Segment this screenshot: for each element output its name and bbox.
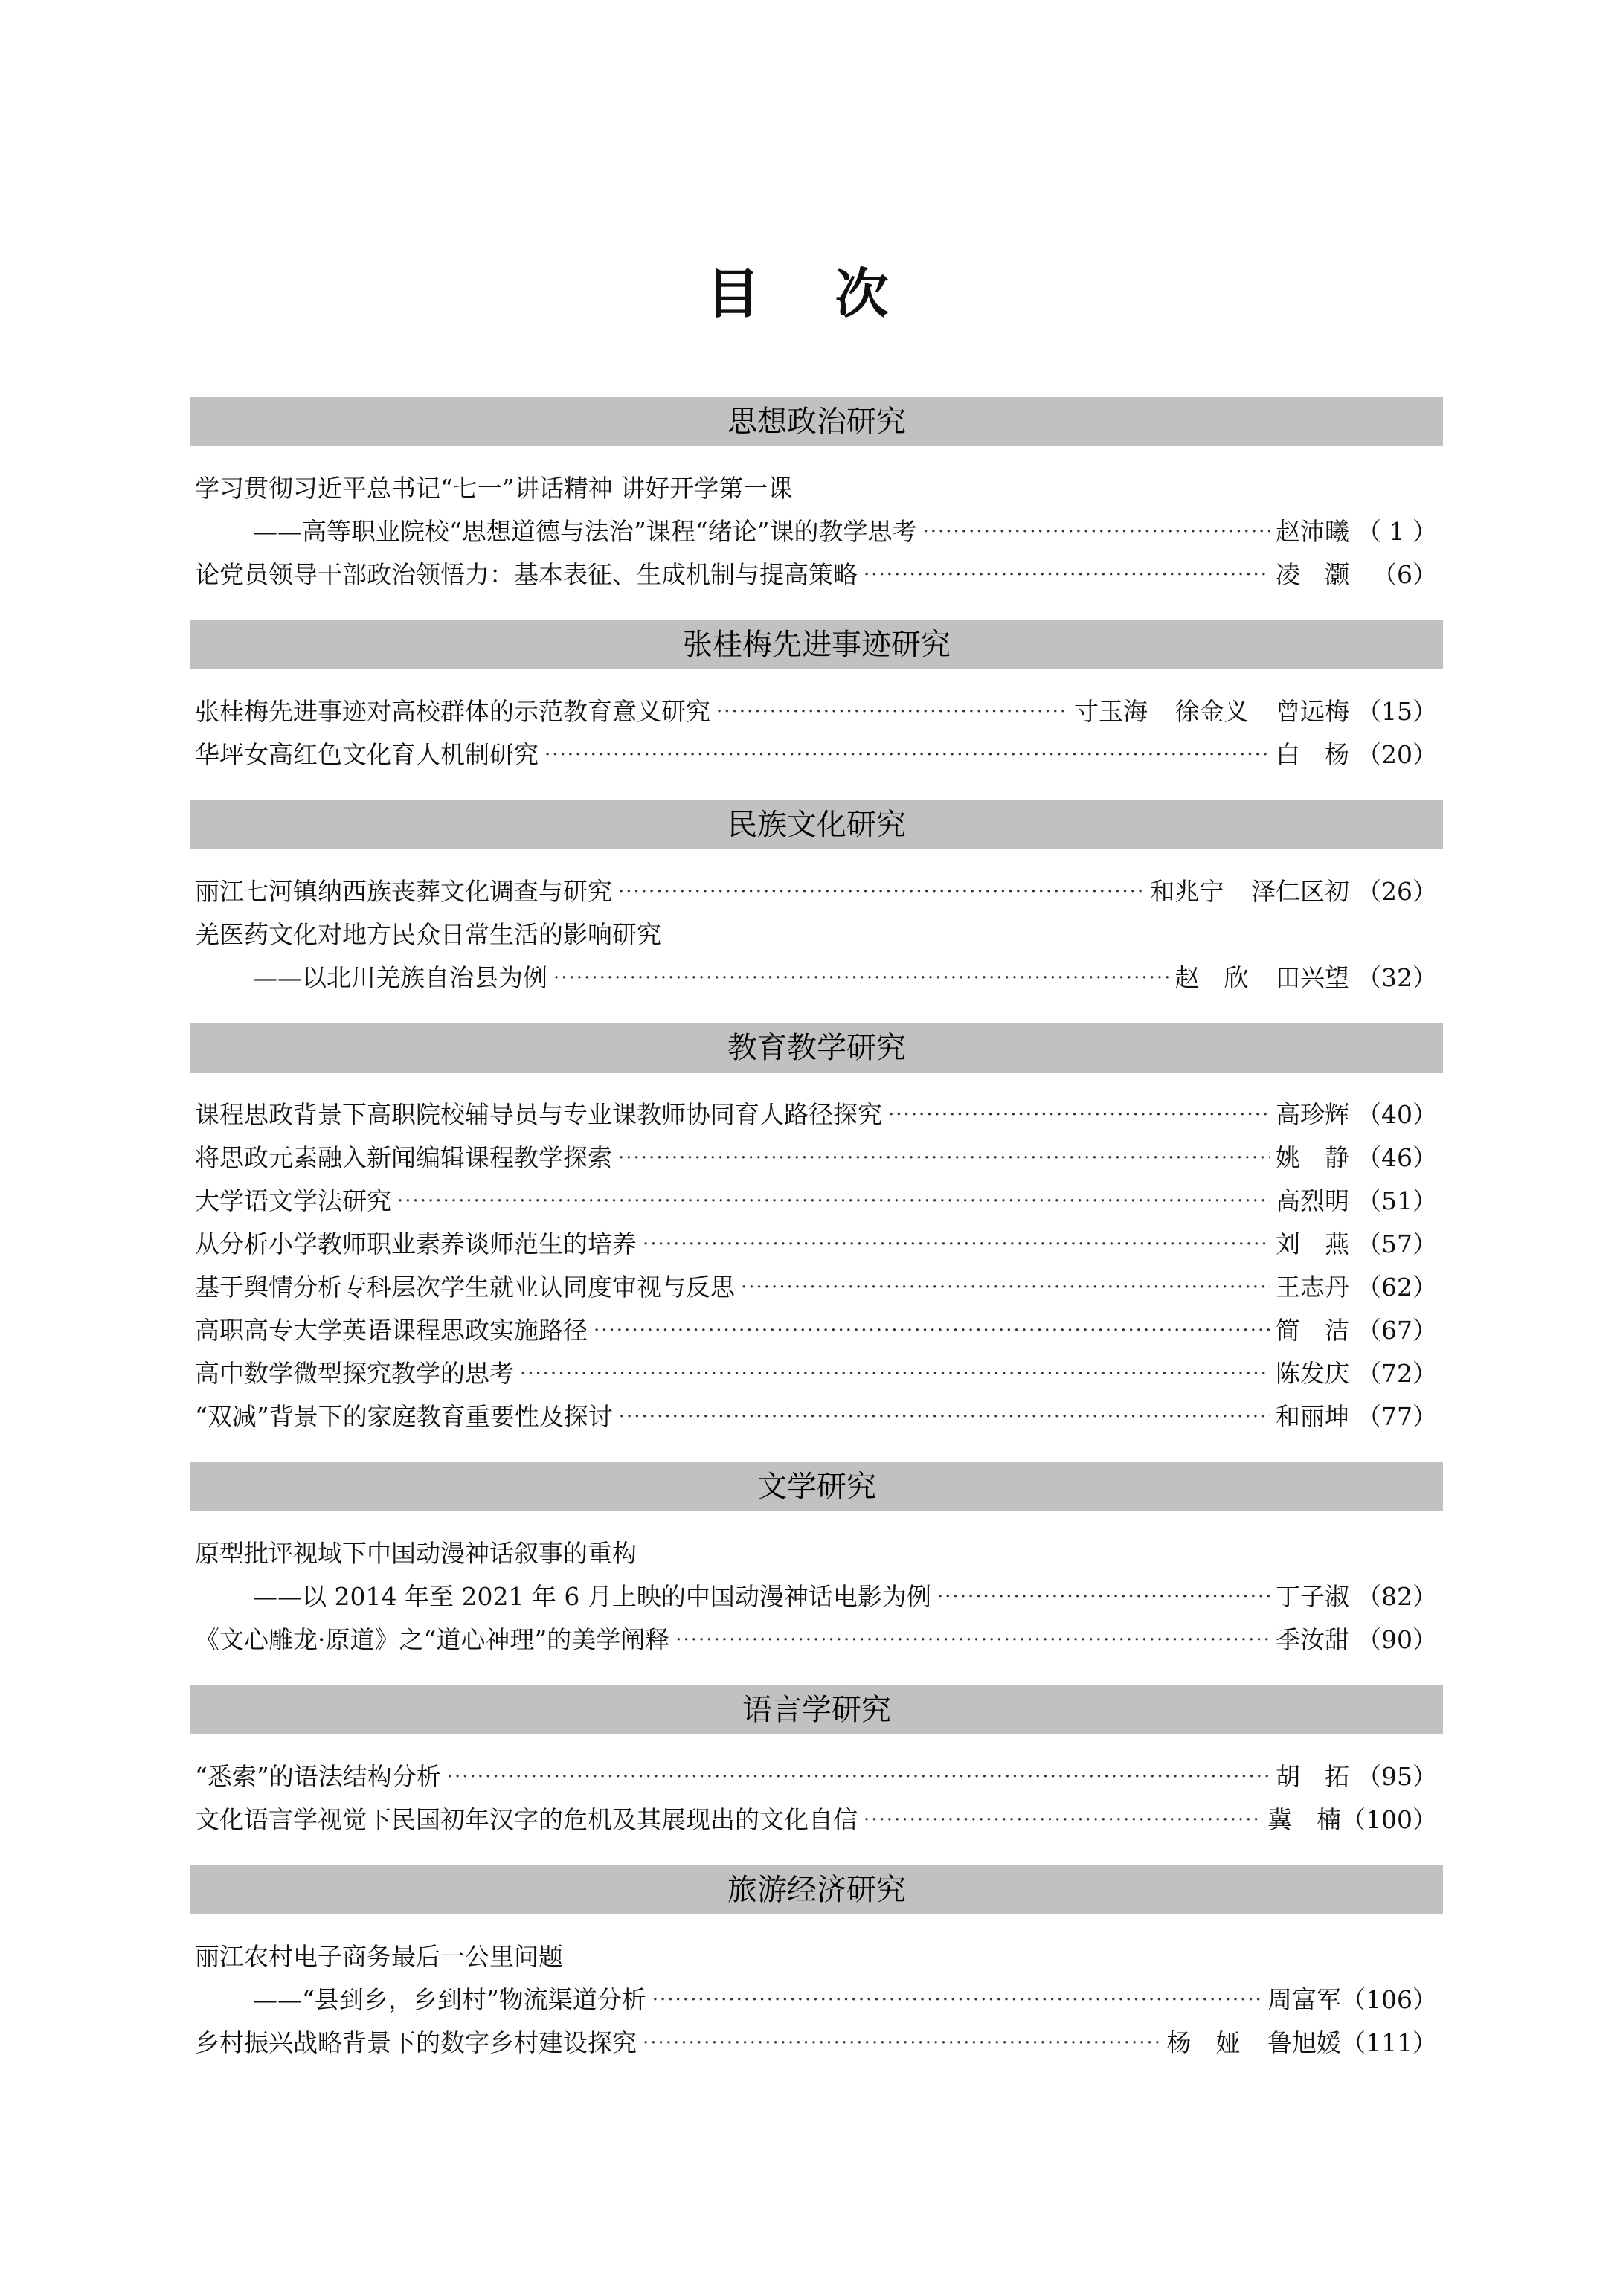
entry-title: 原型批评视域下中国动漫神话叙事的重构 xyxy=(195,1539,637,1568)
entry-authors: 杨 娅 鲁旭媛 xyxy=(1166,2028,1341,2057)
entry-page: （90） xyxy=(1357,1625,1437,1654)
entry-page: （ 1 ） xyxy=(1357,517,1437,546)
toc-entry[interactable] xyxy=(195,2022,1437,2064)
entry-page: （46） xyxy=(1357,1143,1437,1172)
toc-entry[interactable] xyxy=(195,1619,1437,1661)
entry-title: 羌医药文化对地方民众日常生活的影响研究 xyxy=(195,920,661,949)
leader-dots xyxy=(652,1979,1262,2021)
section-header: 民族文化研究 xyxy=(190,800,1443,849)
toc-entry[interactable] xyxy=(195,691,1437,733)
entry-title: 从分析小学教师职业素养谈师范生的培养 xyxy=(195,1229,637,1258)
entry-title: 华坪女高红色文化育人机制研究 xyxy=(195,740,539,769)
toc-entry[interactable] xyxy=(195,1396,1437,1438)
leader-dots xyxy=(594,1310,1270,1351)
toc-entry[interactable] xyxy=(195,734,1437,776)
leader-dots xyxy=(922,511,1270,553)
toc-entry[interactable] xyxy=(253,1576,1437,1618)
entry-authors: 凌 灏 xyxy=(1276,560,1349,589)
entry-authors: 季汝甜 xyxy=(1276,1625,1349,1654)
entry-authors: 陈发庆 xyxy=(1276,1359,1349,1388)
entry-authors: 赵 欣 田兴望 xyxy=(1174,963,1349,992)
entry-authors: 和丽坤 xyxy=(1276,1402,1349,1431)
leader-dots xyxy=(618,871,1145,913)
entry-authors: 周富军 xyxy=(1267,1985,1341,2014)
section-header: 张桂梅先进事迹研究 xyxy=(190,620,1443,669)
page-title: 目 次 xyxy=(706,263,917,325)
entry-title: 将思政元素融入新闻编辑课程教学探索 xyxy=(195,1143,612,1172)
entry-title: 乡村振兴战略背景下的数字乡村建设探究 xyxy=(195,2028,637,2057)
toc-entry[interactable] xyxy=(195,871,1437,913)
entry-authors: 寸玉海 徐金义 曾远梅 xyxy=(1074,697,1349,726)
section-header: 思想政治研究 xyxy=(190,397,1443,446)
toc-entry[interactable] xyxy=(195,554,1437,596)
entry-title: 文化语言学视觉下民国初年汉字的危机及其展现出的文化自信 xyxy=(195,1805,858,1834)
toc-entry[interactable] xyxy=(195,1180,1437,1222)
entry-page: （15） xyxy=(1357,697,1437,726)
entry-authors: 冀 楠 xyxy=(1267,1805,1341,1834)
toc-entry[interactable] xyxy=(253,511,1437,553)
leader-dots xyxy=(864,554,1270,596)
entry-authors: 高珍辉 xyxy=(1276,1100,1349,1129)
entry-page: （40） xyxy=(1357,1100,1437,1129)
entry-title: “双减”背景下的家庭教育重要性及探讨 xyxy=(195,1402,613,1431)
leader-dots xyxy=(643,2022,1161,2064)
entry-title: “悉索”的语法结构分析 xyxy=(195,1762,441,1791)
entry-page: （77） xyxy=(1357,1402,1437,1431)
toc-entry[interactable] xyxy=(195,1223,1437,1265)
entry-title: 大学语文学法研究 xyxy=(195,1186,391,1215)
toc-entry[interactable] xyxy=(195,1094,1437,1136)
section-header: 教育教学研究 xyxy=(190,1023,1443,1073)
entry-title: 课程思政背景下高职院校辅导员与专业课教师协同育人路径探究 xyxy=(195,1100,882,1129)
toc-entry[interactable] xyxy=(195,1533,1437,1575)
entry-page: （67） xyxy=(1357,1316,1437,1345)
entry-title: ——高等职业院校“思想道德与法治”课程“绪论”课的教学思考 xyxy=(253,517,917,546)
entry-page: （72） xyxy=(1357,1359,1437,1388)
entry-title: 高中数学微型探究教学的思考 xyxy=(195,1359,514,1388)
entry-authors: 王志丹 xyxy=(1276,1273,1349,1302)
entry-title: 丽江七河镇纳西族丧葬文化调查与研究 xyxy=(195,877,612,906)
leader-dots xyxy=(864,1799,1262,1841)
section-header: 旅游经济研究 xyxy=(190,1865,1443,1914)
entry-title: 高职高专大学英语课程思政实施路径 xyxy=(195,1316,588,1345)
entry-authors: 白 杨 xyxy=(1276,740,1349,769)
entry-page: （106） xyxy=(1341,1985,1437,2014)
section-header: 语言学研究 xyxy=(190,1685,1443,1734)
toc-entry[interactable] xyxy=(253,1979,1437,2021)
toc-entry[interactable] xyxy=(195,914,1437,956)
toc-entry[interactable] xyxy=(195,1936,1437,1978)
leader-dots xyxy=(618,1137,1270,1179)
toc-entry[interactable] xyxy=(195,1310,1437,1351)
leader-dots xyxy=(716,691,1068,733)
entry-authors: 姚 静 xyxy=(1276,1143,1349,1172)
entry-authors: 丁子淑 xyxy=(1276,1582,1349,1611)
entry-page: （100） xyxy=(1341,1805,1437,1834)
entry-authors: 和兆宁 泽仁区初 xyxy=(1150,877,1349,906)
toc-entry[interactable] xyxy=(195,1353,1437,1395)
entry-title: 张桂梅先进事迹对高校群体的示范教育意义研究 xyxy=(195,697,710,726)
entry-authors: 胡 拓 xyxy=(1276,1762,1349,1791)
toc-entry[interactable] xyxy=(195,468,1437,509)
toc-entry[interactable] xyxy=(195,1267,1437,1308)
entry-page: （95） xyxy=(1357,1762,1437,1791)
entry-title: ——“县到乡，乡到村”物流渠道分析 xyxy=(253,1985,646,2014)
leader-dots xyxy=(619,1396,1270,1438)
entry-page: （111） xyxy=(1341,2028,1437,2057)
entry-title: 《文心雕龙·原道》之“道心神理”的美学阐释 xyxy=(195,1625,670,1654)
section-header: 文学研究 xyxy=(190,1462,1443,1511)
entry-authors: 简 洁 xyxy=(1276,1316,1349,1345)
entry-authors: 刘 燕 xyxy=(1276,1229,1349,1258)
leader-dots xyxy=(937,1576,1270,1618)
leader-dots xyxy=(447,1756,1270,1798)
leader-dots xyxy=(741,1267,1270,1308)
entry-page: （6） xyxy=(1372,560,1437,589)
entry-page: （51） xyxy=(1357,1186,1437,1215)
entry-page: （26） xyxy=(1357,877,1437,906)
toc-entry[interactable] xyxy=(253,957,1437,999)
entry-authors: 高烈明 xyxy=(1276,1186,1349,1215)
leader-dots xyxy=(397,1180,1270,1222)
entry-page: （20） xyxy=(1357,740,1437,769)
entry-title: ——以北川羌族自治县为例 xyxy=(253,963,547,992)
entry-page: （57） xyxy=(1357,1229,1437,1258)
leader-dots xyxy=(643,1223,1270,1265)
entry-title: 论党员领导干部政治领悟力：基本表征、生成机制与提高策略 xyxy=(195,560,858,589)
toc-entry[interactable] xyxy=(195,1137,1437,1179)
leader-dots xyxy=(520,1353,1270,1395)
entry-title: 丽江农村电子商务最后一公里问题 xyxy=(195,1942,563,1971)
entry-title: 学习贯彻习近平总书记“七一”讲话精神 讲好开学第一课 xyxy=(195,474,793,503)
entry-page: （82） xyxy=(1357,1582,1437,1611)
leader-dots xyxy=(675,1619,1270,1661)
entry-title: 基于舆情分析专科层次学生就业认同度审视与反思 xyxy=(195,1273,735,1302)
entry-authors: 赵沛曦 xyxy=(1276,517,1349,546)
toc-entry[interactable] xyxy=(195,1799,1437,1841)
entry-page: （32） xyxy=(1357,963,1437,992)
toc-entry[interactable] xyxy=(195,1756,1437,1798)
leader-dots xyxy=(888,1094,1270,1136)
leader-dots xyxy=(544,734,1270,776)
entry-page: （62） xyxy=(1357,1273,1437,1302)
leader-dots xyxy=(553,957,1169,999)
entry-title: ——以 2014 年至 2021 年 6 月上映的中国动漫神话电影为例 xyxy=(253,1582,931,1611)
